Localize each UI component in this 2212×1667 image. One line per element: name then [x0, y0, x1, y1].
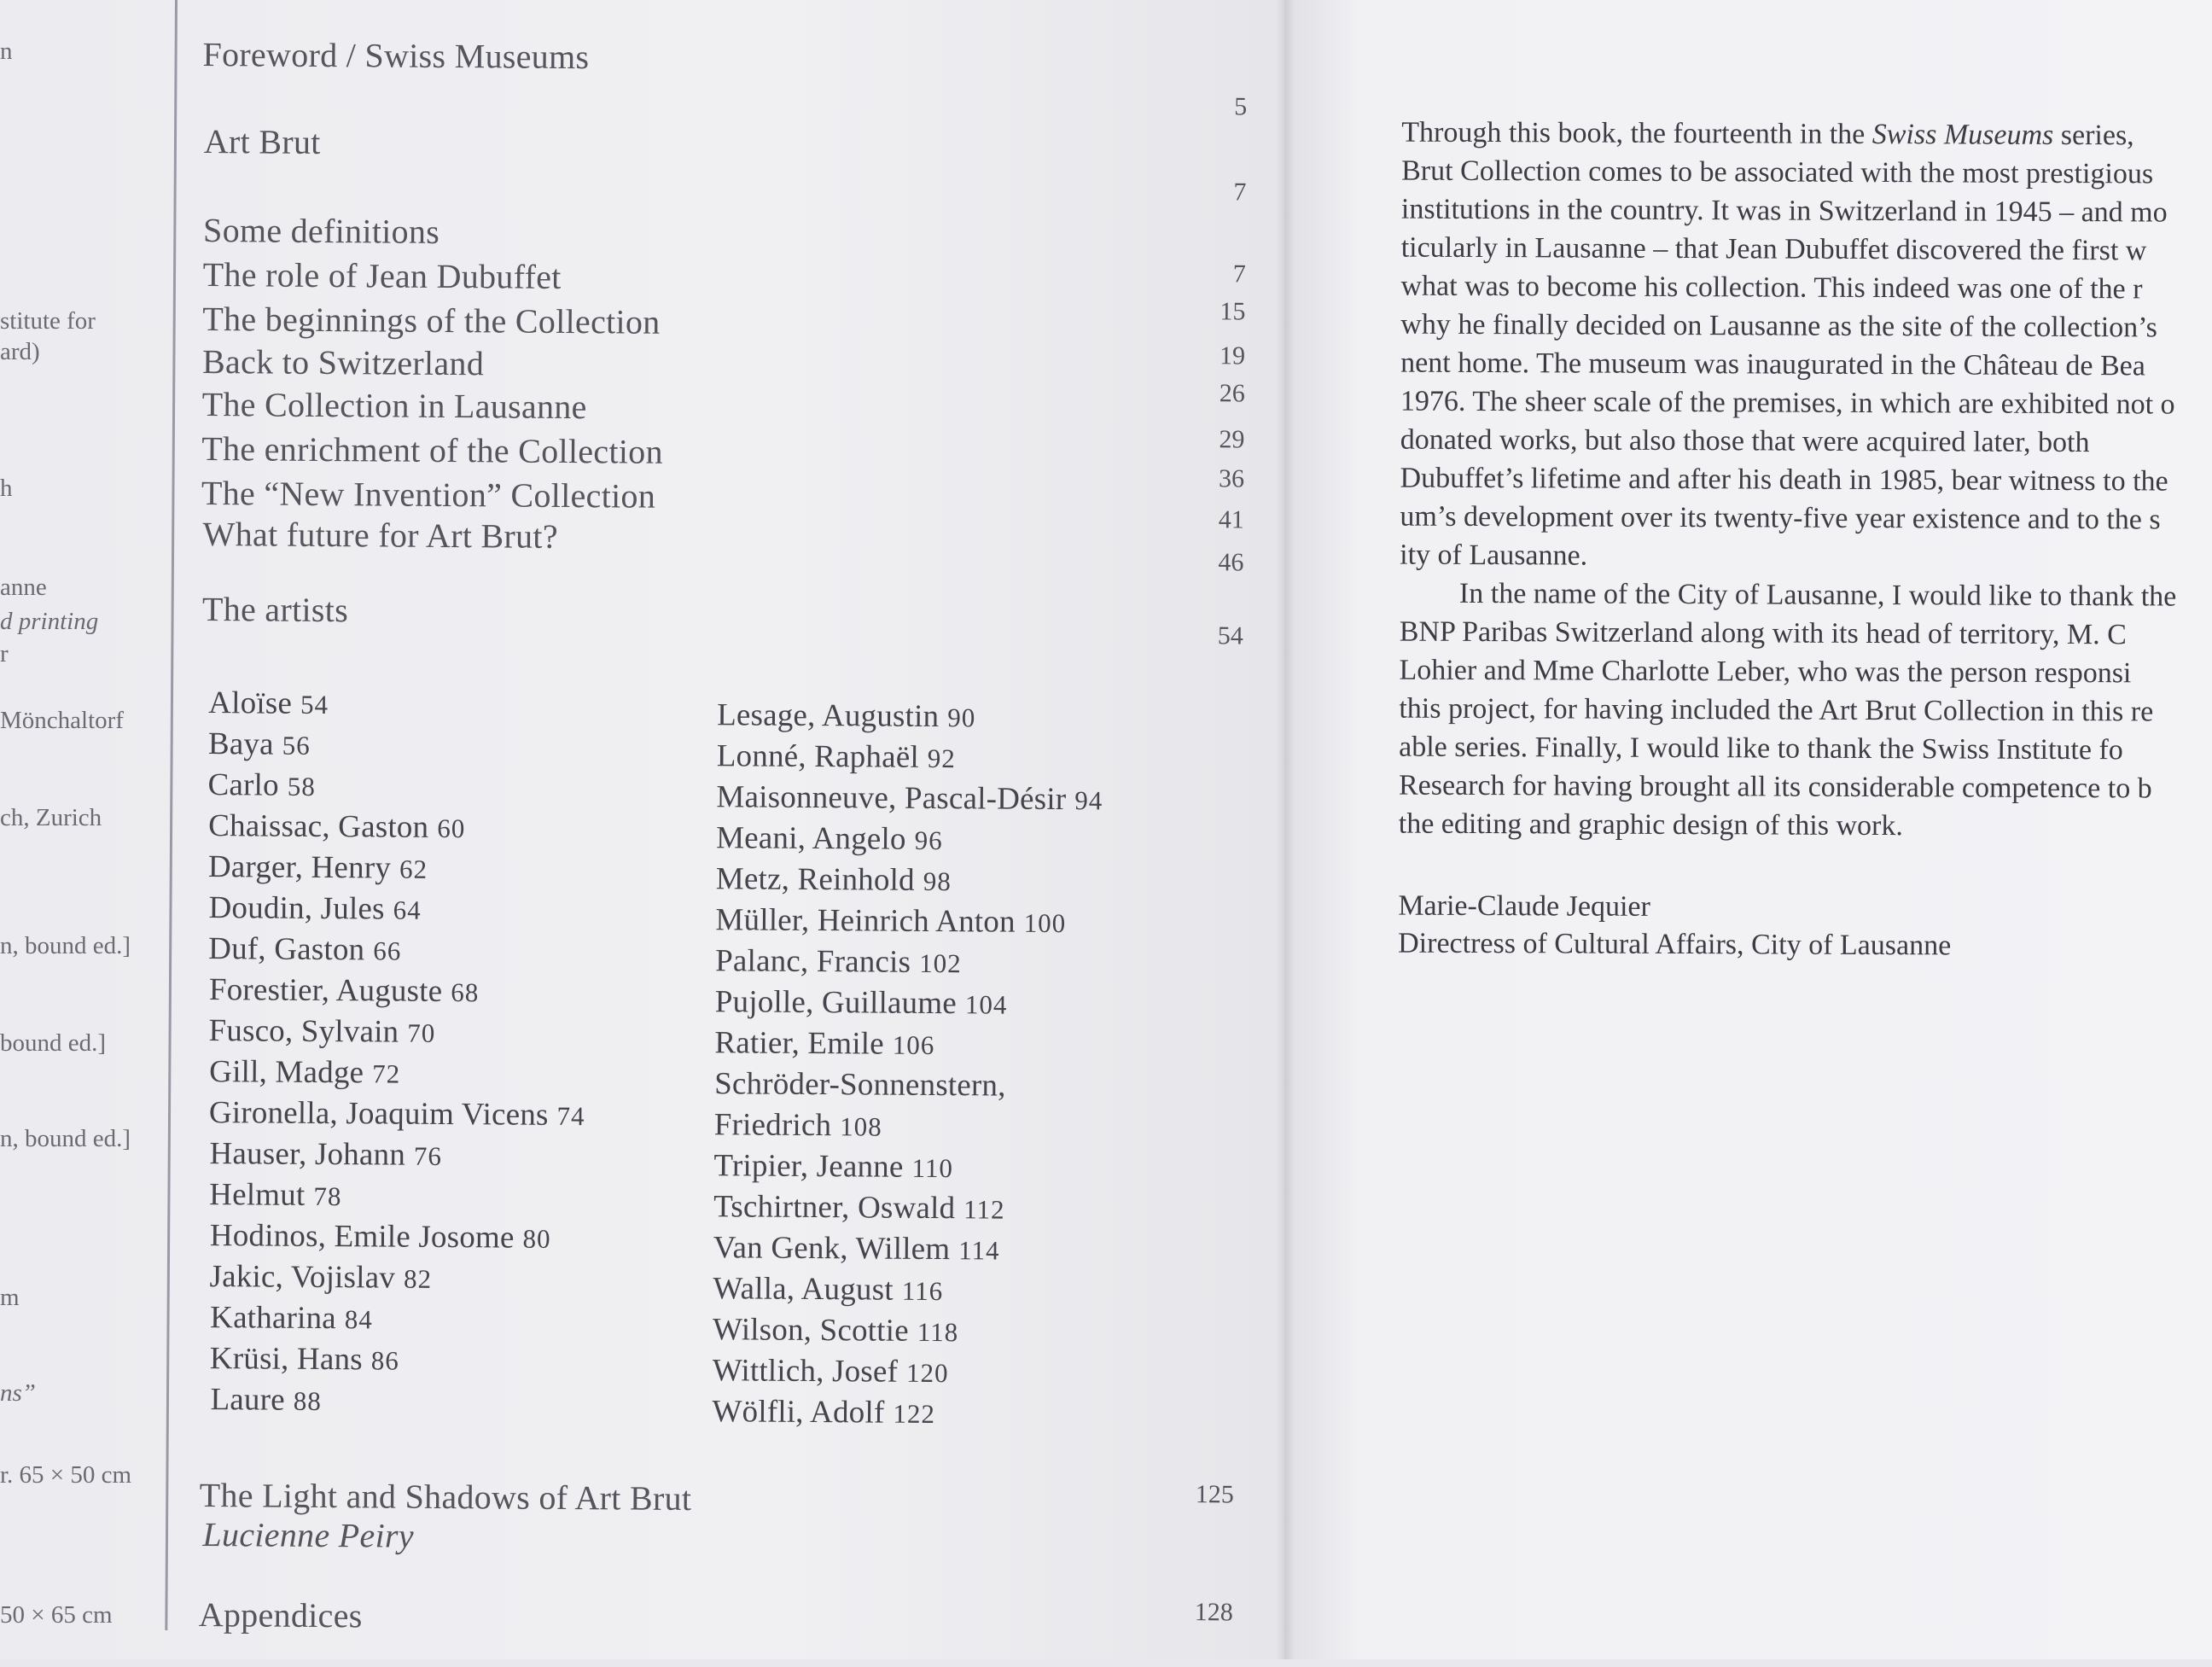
artist-page-number: 102	[919, 948, 962, 978]
artist-name: Doudin, Jules	[208, 890, 384, 926]
artist-entry	[717, 737, 956, 776]
toc-entry: Back to Switzerland	[202, 341, 484, 383]
artist-page-number: 98	[923, 866, 952, 896]
toc-entry: The “New Invention” Collection	[201, 473, 655, 516]
artist-page-number: 54	[300, 690, 329, 720]
toc-entry: What future for Art Brut?	[202, 514, 558, 557]
foreword-line: this project, for having included the Art Brut Collection in this re	[1399, 693, 2153, 729]
toc-entry: Foreword / Swiss Museums	[202, 34, 589, 77]
artist-name: Ratier, Emile	[714, 1025, 884, 1061]
artist-name: Laure	[210, 1382, 285, 1418]
artist-name: Jakic, Vojislav	[209, 1259, 395, 1296]
artist-page-number: 68	[451, 977, 479, 1007]
artist-name: Gironella, Joaquim Vicens	[209, 1095, 549, 1133]
artist-entry	[715, 942, 962, 981]
artist-entry	[715, 901, 1066, 941]
artist-entry	[208, 848, 428, 887]
artist-page-number: 76	[414, 1141, 442, 1171]
artist-name: Hodinos, Emile Josome	[210, 1218, 515, 1255]
toc-entry: Some definitions	[203, 210, 439, 252]
artist-entry	[712, 1393, 935, 1431]
foreword-line: Research for having brought all its considerable competence to b	[1399, 770, 2152, 806]
artist-entry	[713, 1229, 1000, 1268]
artist-page-number: 120	[906, 1358, 949, 1388]
artist-page-number: 94	[1074, 785, 1103, 815]
artist-page-number: 88	[294, 1386, 322, 1416]
previous-page-fragment: d printing	[0, 608, 98, 636]
artist-entry	[713, 1147, 953, 1186]
artist-page-number: 82	[404, 1264, 432, 1294]
artist-page-number: 104	[965, 989, 1008, 1019]
artist-name: Pujolle, Guillaume	[715, 984, 957, 1021]
page-number: 15	[1194, 297, 1245, 326]
artist-page-number: 122	[893, 1399, 935, 1429]
foreword-line: the editing and graphic design of this work.	[1399, 808, 1903, 843]
previous-page-fragment: n, bound ed.]	[0, 932, 131, 960]
artist-page-number: 66	[373, 936, 401, 965]
previous-page-fragment: ns”	[0, 1379, 36, 1408]
artist-entry	[713, 1311, 958, 1349]
artist-name: Forestier, Auguste	[209, 972, 443, 1009]
foreword-line: Dubuffet’s lifetime and after his death in 1985, bear witness to the	[1400, 463, 2168, 498]
artist-entry	[714, 1024, 934, 1063]
artist-page-number: 116	[902, 1276, 944, 1306]
artist-entry	[210, 1381, 322, 1419]
previous-page-fragment: n, bound ed.]	[0, 1125, 131, 1153]
artist-name: Fusco, Sylvain	[208, 1013, 399, 1050]
previous-page-fragment: bound ed.]	[0, 1029, 106, 1058]
page-number: 19	[1194, 341, 1245, 370]
foreword-text-run: Through this book, the fourteenth in the	[1401, 117, 1872, 150]
artist-entry	[716, 778, 1103, 818]
artist-name: Palanc, Francis	[715, 943, 911, 980]
artist-name: Lonné, Raphaël	[717, 738, 919, 775]
page-number: 36	[1193, 464, 1244, 493]
artist-entry	[207, 766, 316, 804]
artist-page-number: 70	[407, 1018, 435, 1048]
artist-page-number: 56	[282, 731, 311, 761]
artist-entry	[713, 1188, 1005, 1227]
artist-name: Schröder-Sonnenstern,	[714, 1066, 1006, 1103]
foreword-line: able series. Finally, I would like to thank the Swiss Institute fo	[1399, 731, 2123, 767]
artist-entry	[210, 1340, 399, 1378]
artist-entry	[208, 685, 329, 722]
foreword-line: Brut Collection comes to be associated with the most prestigious	[1401, 155, 2153, 191]
artist-name: Duf, Gaston	[208, 931, 364, 967]
page-number: 128	[1182, 1598, 1233, 1627]
foreword-line: donated works, but also those that were acquired later, both	[1400, 424, 2090, 460]
artist-page-number: 74	[556, 1101, 585, 1131]
artist-name: Friedrich	[714, 1107, 832, 1143]
artist-name: Gill, Madge	[209, 1054, 364, 1090]
artist-name: Aloïse	[208, 685, 292, 721]
artist-entry	[208, 807, 465, 846]
toc-entry: The artists	[202, 589, 348, 630]
toc-entry-author: Lucienne Peiry	[202, 1514, 414, 1556]
artist-page-number: 62	[399, 854, 428, 884]
artist-page-number: 100	[1024, 908, 1067, 938]
artist-name: Wilson, Scottie	[713, 1312, 909, 1349]
artist-entry	[714, 1065, 1015, 1104]
artist-entry	[208, 1012, 435, 1051]
toc-entry: Art Brut	[204, 121, 321, 162]
artist-name: Maisonneuve, Pascal-Désir	[716, 779, 1066, 817]
previous-page-fragment: ard)	[0, 338, 40, 366]
page-number: 7	[1195, 178, 1246, 207]
previous-page-fragment: m	[0, 1284, 20, 1312]
foreword-line: 1976. The sheer scale of the premises, in which are exhibited not o	[1400, 386, 2175, 422]
foreword-text	[1278, 0, 2212, 1664]
toc-entry: The Collection in Lausanne	[202, 384, 587, 427]
foreword-line: ticularly in Lausanne – that Jean Dubuffet discovered the first w	[1401, 232, 2147, 268]
artist-page-number: 114	[958, 1235, 1000, 1265]
artist-entry	[209, 1094, 585, 1134]
artist-name: Tschirtner, Oswald	[713, 1189, 955, 1226]
artist-name: Katharina	[210, 1300, 336, 1336]
previous-page-fragment: r. 65 × 50 cm	[0, 1461, 131, 1489]
foreword-line	[1401, 117, 2134, 153]
foreword-line: In the name of the City of Lausanne, I would like to thank the	[1459, 578, 2177, 614]
page-number: 7	[1195, 259, 1246, 289]
artist-name: Meani, Angelo	[716, 820, 906, 857]
artist-name: Metz, Reinhold	[716, 861, 915, 898]
previous-page-fragment: ch, Zurich	[0, 804, 102, 832]
toc-entry: The role of Jean Dubuffet	[203, 254, 562, 297]
artist-page-number: 108	[840, 1111, 882, 1141]
page-number: 5	[1196, 92, 1247, 121]
artist-entry	[208, 726, 311, 763]
artist-name: Krüsi, Hans	[210, 1341, 363, 1377]
artist-page-number: 60	[437, 813, 465, 843]
artist-name: Müller, Heinrich Anton	[715, 902, 1016, 939]
artist-entry	[209, 971, 480, 1010]
artist-entry	[714, 1106, 882, 1144]
previous-page-fragment: 50 × 65 cm	[0, 1601, 113, 1629]
foreword-line: BNP Paribas Switzerland along with its head of territory, M. C	[1400, 616, 2127, 652]
artist-name: Wölfli, Adolf	[712, 1394, 884, 1430]
artist-entry	[208, 930, 401, 969]
artist-entry	[713, 1270, 943, 1309]
artist-page-number: 80	[522, 1224, 550, 1254]
foreword-line: institutions in the country. It was in Switzerland in 1945 – and mo	[1401, 194, 2168, 230]
artist-entry	[716, 860, 952, 899]
previous-page-fragment: Mönchaltorf	[0, 707, 124, 735]
artist-name: Carlo	[207, 767, 278, 803]
artist-page-number: 86	[371, 1345, 399, 1375]
previous-page-fragment: r	[0, 640, 9, 668]
artist-page-number: 96	[915, 825, 943, 855]
artist-entry	[715, 983, 1008, 1022]
artist-entry	[208, 889, 421, 928]
page-number: 125	[1183, 1480, 1234, 1509]
page-number: 46	[1192, 548, 1243, 577]
artist-entry	[210, 1299, 373, 1337]
artist-page-number: 72	[372, 1058, 400, 1088]
previous-page-fragment: anne	[0, 574, 47, 602]
artist-page-number: 110	[911, 1153, 953, 1183]
artist-entry	[209, 1258, 432, 1297]
artist-entry	[209, 1053, 400, 1092]
artist-name: Wittlich, Josef	[713, 1353, 899, 1390]
artist-name: Walla, August	[713, 1271, 894, 1307]
artist-page-number: 78	[313, 1181, 341, 1211]
artist-name: Lesage, Augustin	[717, 697, 939, 734]
previous-page-fragment: h	[0, 475, 13, 503]
artist-entry	[209, 1176, 341, 1214]
artist-page-number: 64	[393, 895, 422, 925]
toc-entry: The beginnings of the Collection	[202, 299, 660, 342]
artist-name: Van Genk, Willem	[713, 1230, 951, 1267]
artist-name: Tripier, Jeanne	[713, 1148, 903, 1185]
artist-entry	[717, 697, 975, 735]
foreword-line: ity of Lausanne.	[1400, 539, 1587, 573]
previous-page-fragment: stitute for	[0, 307, 96, 335]
signature-name: Marie-Claude Jequier	[1398, 890, 1650, 924]
previous-page-fragment: n	[0, 38, 13, 66]
foreword-line: what was to become his collection. This indeed was one of the r	[1400, 271, 2142, 306]
artist-name: Helmut	[209, 1177, 305, 1213]
artist-page-number: 84	[345, 1304, 373, 1334]
foreword-line: Lohier and Mme Charlotte Leber, who was the person responsi	[1399, 655, 2131, 691]
foreword-line: why he finally decided on Lausanne as the site of the collection’s	[1400, 309, 2157, 345]
toc-entry: The Light and Shadows of Art Brut	[200, 1475, 692, 1518]
artist-name: Chaissac, Gaston	[208, 808, 428, 845]
foreword-text-run: series,	[2053, 119, 2134, 151]
toc-entry: Appendices	[199, 1594, 363, 1635]
toc-entry: The enrichment of the Collection	[201, 428, 663, 472]
artist-name: Hauser, Johann	[209, 1136, 405, 1173]
artist-entry	[716, 819, 943, 858]
artist-page-number: 112	[963, 1194, 1005, 1224]
artist-page-number: 58	[288, 772, 316, 801]
page-number: 26	[1194, 379, 1245, 408]
artist-page-number: 92	[928, 743, 956, 773]
page-number: 29	[1193, 425, 1244, 454]
artist-name: Baya	[208, 726, 274, 762]
foreword-line: um’s development over its twenty-five year existence and to the s	[1400, 501, 2160, 537]
signature-title: Directress of Cultural Affairs, City of Lausanne	[1398, 928, 1951, 963]
artist-name: Darger, Henry	[208, 849, 391, 885]
artist-entry	[210, 1217, 551, 1256]
page-number: 41	[1193, 505, 1244, 534]
artist-page-number: 90	[947, 702, 975, 732]
artist-page-number: 106	[893, 1030, 935, 1060]
foreword-line: nent home. The museum was inaugurated in the Château de Bea	[1400, 347, 2145, 383]
artist-entry	[713, 1352, 949, 1390]
series-title: Swiss Museums	[1872, 119, 2054, 151]
artist-page-number: 118	[917, 1317, 959, 1347]
page-number: 54	[1192, 621, 1243, 650]
artist-entry	[209, 1135, 442, 1174]
